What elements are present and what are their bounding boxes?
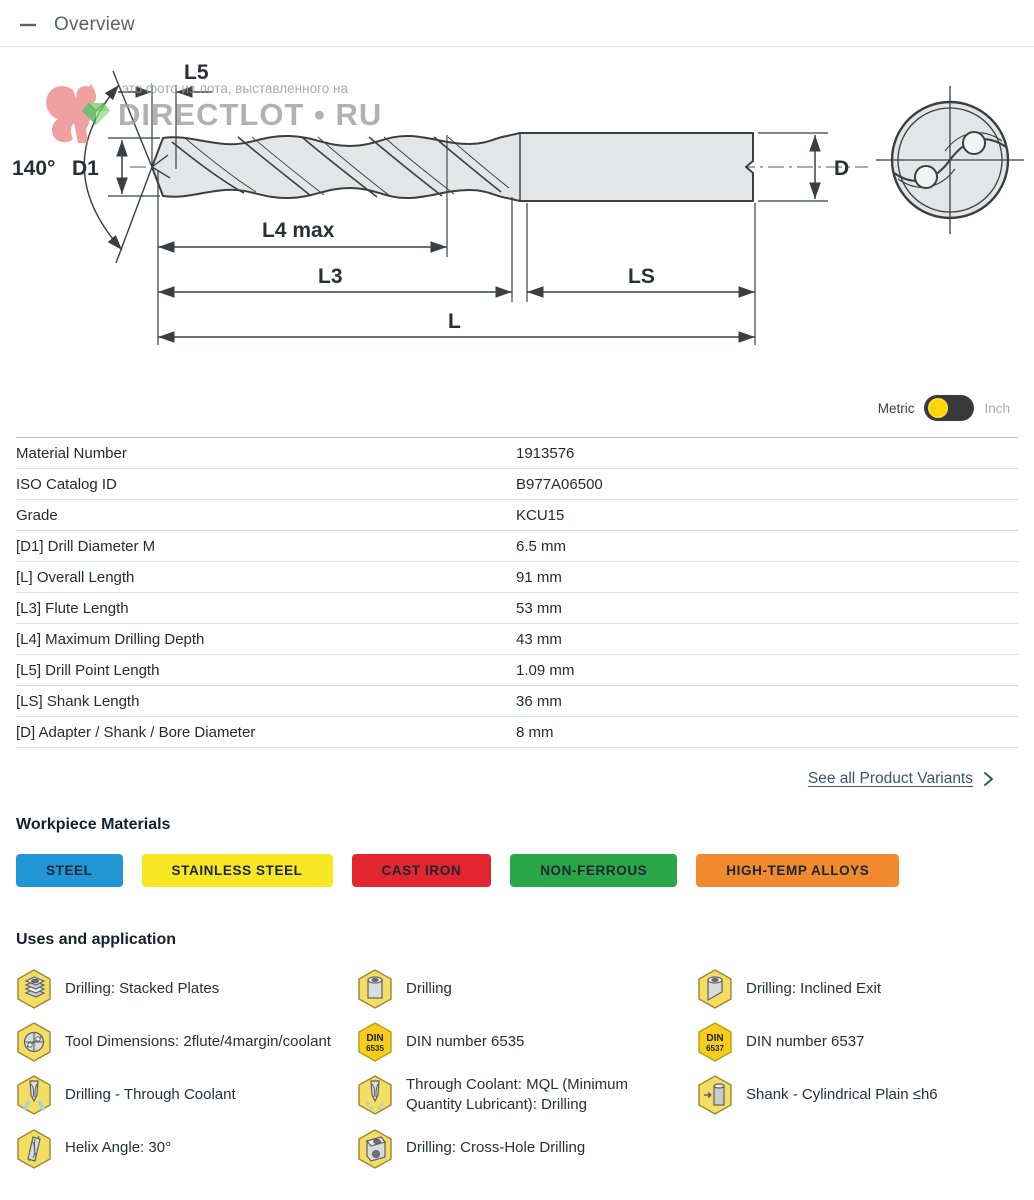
chevron-right-icon[interactable]	[983, 771, 994, 787]
tool-dimensions-icon	[16, 1022, 52, 1062]
use-label: Helix Angle: 30°	[65, 1139, 172, 1157]
list-item	[16, 1129, 357, 1169]
list-item	[357, 1075, 697, 1116]
svg-text:DIN: DIN	[366, 1033, 384, 1044]
cross-hole-icon	[357, 1129, 393, 1169]
list-item	[697, 1022, 1018, 1062]
watermark-brand: DIRECTLOT • RU	[118, 97, 383, 132]
spec-value: 1.09 mm	[516, 661, 575, 679]
angle-label: 140°	[12, 157, 56, 180]
metric-label: Metric	[877, 400, 915, 416]
material-badge-cast-iron: CAST IRON	[352, 854, 492, 887]
spec-label: [LS] Shank Length	[16, 692, 140, 710]
uses-application-section	[16, 931, 1018, 1169]
use-label: DIN number 6535	[406, 1032, 525, 1050]
workpiece-materials-section	[16, 816, 1018, 887]
spec-label: [L5] Drill Point Length	[16, 661, 160, 679]
use-label: Drilling	[406, 979, 452, 997]
spec-label: ISO Catalog ID	[16, 475, 117, 493]
l5-label: L5	[184, 61, 209, 84]
spec-label: [L3] Flute Length	[16, 599, 129, 617]
table-row	[16, 500, 1018, 531]
spec-label: [D1] Drill Diameter M	[16, 537, 156, 555]
material-badges	[16, 854, 1018, 887]
inclined-exit-icon	[697, 969, 733, 1009]
list-item	[16, 1022, 357, 1062]
table-row	[16, 593, 1018, 624]
mql-coolant-icon	[357, 1075, 393, 1115]
uses-grid	[16, 969, 1018, 1169]
table-row	[16, 624, 1018, 655]
unit-toggle[interactable]	[924, 395, 974, 421]
use-label: DIN number 6537	[746, 1032, 865, 1050]
spec-value: 6.5 mm	[516, 537, 567, 555]
spec-value: 43 mm	[516, 630, 562, 648]
see-all-variants-link[interactable]: See all Product Variants	[807, 770, 973, 787]
spec-label: [D] Adapter / Shank / Bore Diameter	[16, 723, 256, 741]
drill-technical-drawing	[0, 47, 1034, 379]
table-row	[16, 469, 1018, 500]
table-row	[16, 562, 1018, 593]
use-label: Drilling: Inclined Exit	[746, 979, 882, 997]
d-label: D	[834, 157, 850, 180]
din-6537-icon	[697, 1022, 733, 1062]
helix-angle-icon	[16, 1129, 52, 1169]
list-item	[697, 1075, 1018, 1116]
variants-row	[0, 748, 1034, 788]
drill-body	[152, 133, 753, 201]
page-title: Overview	[54, 14, 135, 35]
drilling-icon	[357, 969, 393, 1009]
l4-label: L4 max	[262, 219, 335, 242]
use-label: Drilling: Stacked Plates	[65, 979, 220, 997]
spec-label: Material Number	[16, 444, 127, 462]
coolant-hole-icon	[963, 132, 985, 154]
spec-value: 1913576	[516, 444, 575, 462]
l3-label: L3	[318, 265, 343, 288]
workpiece-materials-title: Workpiece Materials	[16, 816, 171, 833]
spec-table	[16, 437, 1018, 748]
spec-label: [L4] Maximum Drilling Depth	[16, 630, 205, 648]
use-label: Shank - Cylindrical Plain ≤h6	[746, 1086, 938, 1104]
spec-label: [L] Overall Length	[16, 568, 135, 586]
table-row	[16, 655, 1018, 686]
spec-value: 36 mm	[516, 692, 562, 710]
spec-value: 53 mm	[516, 599, 562, 617]
svg-text:6535: 6535	[366, 1044, 384, 1053]
unit-toggle-knob	[928, 398, 948, 418]
use-label: Drilling: Cross-Hole Drilling	[406, 1139, 586, 1157]
spec-value: KCU15	[516, 506, 565, 524]
material-badge-stainless-steel: STAINLESS STEEL	[142, 854, 333, 887]
cylindrical-shank-icon	[697, 1075, 733, 1115]
material-badge-non-ferrous: NON-FERROUS	[510, 854, 677, 887]
list-item	[357, 1022, 697, 1062]
through-coolant-icon	[16, 1075, 52, 1115]
collapse-section-icon[interactable]	[18, 15, 38, 35]
spec-value: 8 mm	[516, 723, 554, 741]
drill-diagram-svg	[0, 47, 1034, 379]
coolant-hole-icon	[915, 166, 937, 188]
spec-label: Grade	[16, 506, 58, 524]
stacked-plates-icon	[16, 969, 52, 1009]
inch-label: Inch	[984, 400, 1010, 416]
din-6535-icon	[357, 1022, 393, 1062]
list-item	[16, 1075, 357, 1116]
ls-label: LS	[628, 265, 655, 288]
use-label: Through Coolant: MQL (Minimum Quantity Lubricant): Drilling	[406, 1076, 629, 1114]
table-row	[16, 531, 1018, 562]
table-row	[16, 686, 1018, 717]
l-label: L	[448, 310, 461, 333]
svg-text:6537: 6537	[706, 1044, 724, 1053]
list-item	[357, 969, 697, 1009]
use-label: Tool Dimensions: 2flute/4margin/coolant	[65, 1032, 331, 1050]
unit-toggle-row	[0, 379, 1034, 435]
spec-value: B977A06500	[516, 475, 603, 493]
drill-end-view	[876, 86, 1024, 234]
d1-label: D1	[72, 157, 99, 180]
material-badge-steel: STEEL	[16, 854, 123, 887]
svg-text:DIN: DIN	[706, 1033, 724, 1044]
table-row	[16, 438, 1018, 469]
list-item	[697, 969, 1018, 1009]
uses-application-title: Uses and application	[16, 931, 177, 948]
spec-value: 91 mm	[516, 568, 562, 586]
list-item	[357, 1129, 697, 1169]
watermark-caption: это фото из лота, выставленного на	[122, 81, 348, 96]
material-badge-high-temp-alloys: HIGH-TEMP ALLOYS	[696, 854, 899, 887]
table-row	[16, 717, 1018, 748]
list-item	[16, 969, 357, 1009]
overview-header	[0, 0, 1034, 47]
use-label: Drilling - Through Coolant	[65, 1086, 236, 1104]
